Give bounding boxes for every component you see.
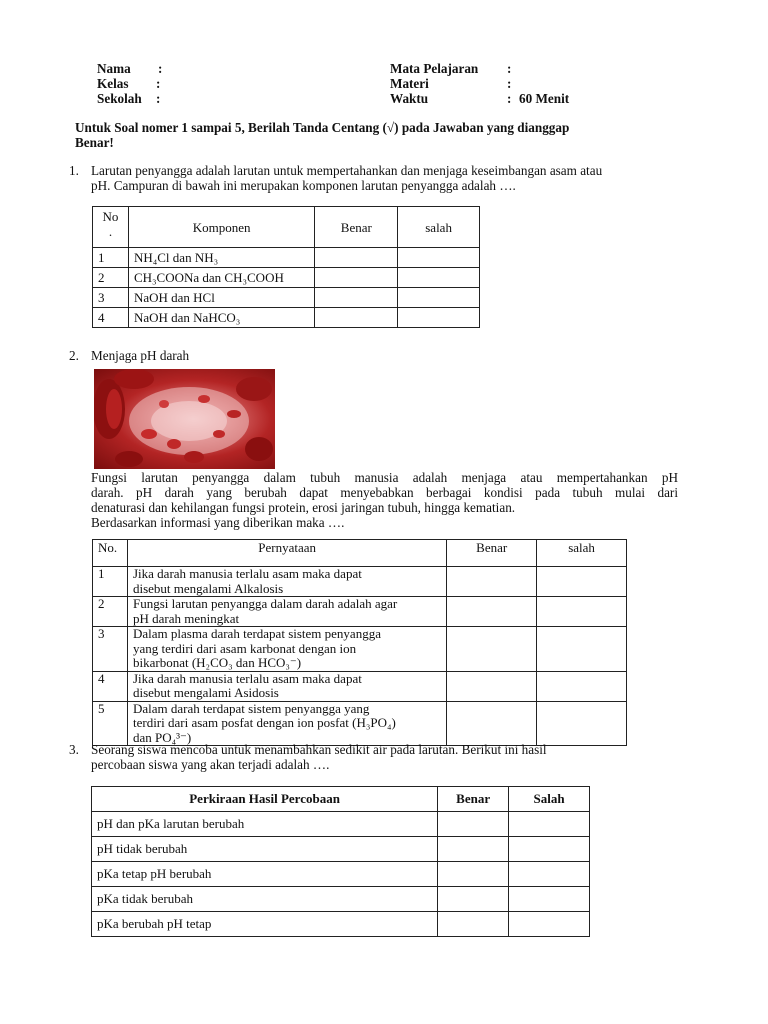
- table-row: [93, 567, 627, 597]
- benar-checkbox-cell[interactable]: [315, 308, 398, 328]
- table-row: [93, 701, 627, 746]
- table-row: [92, 812, 590, 837]
- q2-header-benar: Benar: [447, 540, 537, 567]
- row-number: 5: [93, 701, 128, 746]
- row-number: 3: [93, 627, 128, 672]
- kelas-colon: :: [156, 76, 161, 91]
- q1-header-benar: Benar: [315, 207, 398, 248]
- kelas-label: Kelas: [97, 76, 129, 91]
- salah-checkbox-cell[interactable]: [537, 701, 627, 746]
- benar-checkbox-cell[interactable]: [447, 627, 537, 672]
- salah-checkbox-cell[interactable]: [509, 812, 590, 837]
- q1-line-1: Larutan penyangga adalah larutan untuk mempertahankan dan menjaga keseimbangan asam atau: [91, 163, 603, 178]
- blood-cells-illustration: [94, 369, 275, 469]
- benar-checkbox-cell[interactable]: [447, 567, 537, 597]
- q1-number: 1.: [69, 163, 79, 178]
- q3-text: [91, 742, 681, 772]
- benar-checkbox-cell[interactable]: [315, 248, 398, 268]
- row-label: NH₄Cl dan NH₃: [128, 248, 314, 268]
- benar-checkbox-cell[interactable]: [447, 671, 537, 701]
- table-row: [92, 837, 590, 862]
- salah-checkbox-cell[interactable]: [398, 308, 480, 328]
- row-label: pKa tidak berubah: [92, 887, 438, 912]
- row-number: 2: [93, 268, 129, 288]
- q2-header-pernyataan: Pernyataan: [127, 540, 446, 567]
- q2-line-2: darah. pH darah yang berubah dapat menyebabkan berbagai kondisi pada tubuh mulai dari: [91, 485, 678, 500]
- salah-checkbox-cell[interactable]: [537, 671, 627, 701]
- row-number: 1: [93, 567, 128, 597]
- table-row: [92, 887, 590, 912]
- benar-checkbox-cell[interactable]: [438, 912, 509, 937]
- q3-header-salah: Salah: [509, 787, 590, 812]
- q2-line-3: denaturasi dan kehilangan fungsi protein, erosi jaringan tubuh, hingga kematian.: [91, 500, 516, 515]
- benar-checkbox-cell[interactable]: [315, 268, 398, 288]
- mapel-colon: :: [507, 61, 512, 76]
- salah-checkbox-cell[interactable]: [398, 248, 480, 268]
- q3-header-benar: Benar: [438, 787, 509, 812]
- sekolah-colon: :: [156, 91, 161, 106]
- q3-table: [91, 786, 590, 937]
- waktu-value: 60 Menit: [519, 91, 570, 106]
- row-statement: Dalam darah terdapat sistem penyangga yang terdiri dari asam posfat dengan ion posfat (H₃PO₄) dan PO₄³⁻): [127, 701, 446, 746]
- mapel-label: Mata Pelajaran: [390, 61, 479, 76]
- q2-title: Menjaga pH darah: [91, 348, 190, 363]
- row-number: 4: [93, 308, 129, 328]
- materi-colon: :: [507, 76, 512, 91]
- benar-checkbox-cell[interactable]: [438, 837, 509, 862]
- row-statement: Fungsi larutan penyangga dalam darah adalah agar pH darah meningkat: [127, 597, 446, 627]
- q3-header-perkiraan: Perkiraan Hasil Percobaan: [92, 787, 438, 812]
- salah-checkbox-cell[interactable]: [537, 597, 627, 627]
- salah-checkbox-cell[interactable]: [537, 567, 627, 597]
- table-row: [93, 268, 480, 288]
- q2-line-4: Berdasarkan informasi yang diberikan maka ….: [91, 515, 345, 530]
- salah-checkbox-cell[interactable]: [398, 268, 480, 288]
- q2-line-1: Fungsi larutan penyangga dalam tubuh manusia adalah menjaga atau mempertahankan pH: [91, 470, 678, 485]
- row-number: 1: [93, 248, 129, 268]
- q1-line-2: pH. Campuran di bawah ini merupakan komponen larutan penyangga adalah ….: [91, 178, 516, 193]
- q2-header-salah: salah: [537, 540, 627, 567]
- table-row: [93, 671, 627, 701]
- table-row: [93, 308, 480, 328]
- waktu-colon: :: [507, 91, 512, 106]
- q1-header-komponen: Komponen: [128, 207, 314, 248]
- q1-table-header: [93, 207, 480, 248]
- row-label: pH tidak berubah: [92, 837, 438, 862]
- q2-paragraph: [91, 470, 678, 530]
- row-number: 3: [93, 288, 129, 308]
- sekolah-label: Sekolah: [97, 91, 142, 106]
- row-label: NaOH dan HCl: [128, 288, 314, 308]
- blood-cells-image: [94, 369, 275, 469]
- row-number: 4: [93, 671, 128, 701]
- salah-checkbox-cell[interactable]: [509, 887, 590, 912]
- q1-header-salah: salah: [398, 207, 480, 248]
- salah-checkbox-cell[interactable]: [509, 837, 590, 862]
- waktu-label: Waktu: [390, 91, 429, 106]
- row-label: pKa berubah pH tetap: [92, 912, 438, 937]
- table-row: [93, 288, 480, 308]
- nama-colon: :: [158, 61, 163, 76]
- q1-text: [91, 163, 681, 193]
- q2-number: 2.: [69, 348, 79, 363]
- q2-table: [92, 539, 627, 746]
- salah-checkbox-cell[interactable]: [398, 288, 480, 308]
- q3-table-header: [92, 787, 590, 812]
- instruction-line-2: Benar!: [75, 135, 114, 150]
- row-label: CH₃COONa dan CH₃COOH: [128, 268, 314, 288]
- salah-checkbox-cell[interactable]: [509, 862, 590, 887]
- row-statement: Dalam plasma darah terdapat sistem penyangga yang terdiri dari asam karbonat dengan ion bikarbonat (H₂CO₃ dan HCO₃⁻): [127, 627, 446, 672]
- table-row: [93, 248, 480, 268]
- table-row: [92, 912, 590, 937]
- salah-checkbox-cell[interactable]: [509, 912, 590, 937]
- q3-number: 3.: [69, 742, 79, 757]
- benar-checkbox-cell[interactable]: [438, 812, 509, 837]
- row-label: NaOH dan NaHCO₃: [128, 308, 314, 328]
- row-label: pH dan pKa larutan berubah: [92, 812, 438, 837]
- q2-table-header: [93, 540, 627, 567]
- table-row: [92, 862, 590, 887]
- table-row: [93, 597, 627, 627]
- q3-line-1: Seorang siswa mencoba untuk menambahkan sedikit air pada larutan. Berikut ini hasil: [91, 742, 547, 757]
- instruction-line-1: Untuk Soal nomer 1 sampai 5, Berilah Tanda Centang (√) pada Jawaban yang dianggap: [75, 120, 570, 135]
- row-number: 2: [93, 597, 128, 627]
- benar-checkbox-cell[interactable]: [447, 597, 537, 627]
- nama-label: Nama: [97, 61, 131, 76]
- materi-label: Materi: [390, 76, 429, 91]
- table-row: [93, 627, 627, 672]
- salah-checkbox-cell[interactable]: [537, 627, 627, 672]
- q2-header-no: No.: [93, 540, 128, 567]
- row-statement: Jika darah manusia terlalu asam maka dapat disebut mengalami Alkalosis: [127, 567, 446, 597]
- q3-line-2: percobaan siswa yang akan terjadi adalah ….: [91, 757, 330, 772]
- instruction: [75, 120, 675, 150]
- q1-header-no: No .: [93, 207, 129, 248]
- benar-checkbox-cell[interactable]: [447, 701, 537, 746]
- row-label: pKa tetap pH berubah: [92, 862, 438, 887]
- benar-checkbox-cell[interactable]: [438, 887, 509, 912]
- benar-checkbox-cell[interactable]: [315, 288, 398, 308]
- benar-checkbox-cell[interactable]: [438, 862, 509, 887]
- row-statement: Jika darah manusia terlalu asam maka dapat disebut mengalami Asidosis: [127, 671, 446, 701]
- q1-table: [92, 206, 480, 328]
